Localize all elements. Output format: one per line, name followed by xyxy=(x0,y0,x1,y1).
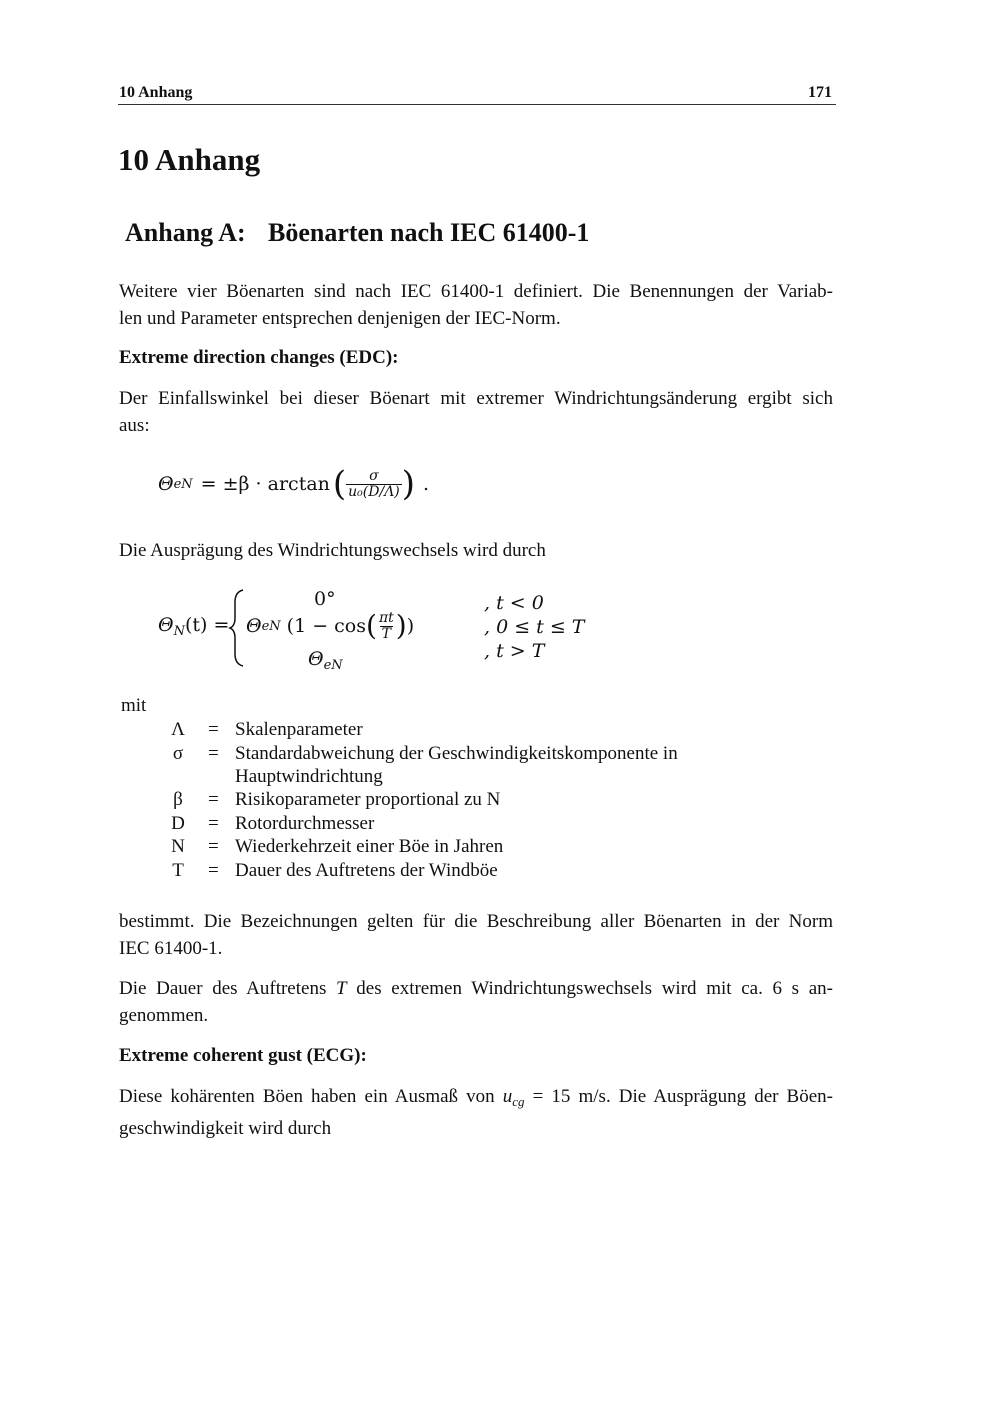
case2-frac-den: T xyxy=(381,625,392,642)
formula-lhs: Θ xyxy=(158,473,174,495)
ecg-line-2: geschwindigkeit wird durch xyxy=(119,1118,332,1139)
ecg-var-u-sub: cg xyxy=(512,1094,525,1109)
ecg-var-u: u xyxy=(502,1086,513,1107)
piecewise-lhs-arg: (t) = xyxy=(184,614,230,636)
duration-line-2: genommen. xyxy=(119,1005,209,1026)
legend-symbol: N xyxy=(171,836,185,857)
case2-inner-right-paren: ) xyxy=(395,609,407,642)
intro-line-1: Weitere vier Böenarten sind nach IEC 61400-1 definiert. Die Benennungen der Variab- xyxy=(119,281,833,302)
formula-frac-den: u₀(D/Λ) xyxy=(348,483,400,500)
after-legend-line-2: IEC 61400-1. xyxy=(119,938,223,959)
legend-description: Rotordurchmesser xyxy=(235,813,375,834)
piecewise-lhs-symbol: Θ xyxy=(158,614,174,636)
piecewise-brace xyxy=(228,588,246,668)
legend-equals: = xyxy=(208,743,219,764)
piecewise-case3-cond: , t > T xyxy=(484,640,545,662)
section-heading: Böenarten nach IEC 61400-1 xyxy=(268,218,590,247)
piecewise-case2-cond: , 0 ≤ t ≤ T xyxy=(484,616,585,638)
duration-var-t: T xyxy=(336,978,347,999)
formula-left-paren: ( xyxy=(332,464,347,504)
edc-text-line-2: aus: xyxy=(119,415,150,436)
formula-frac-num: σ xyxy=(369,467,379,484)
duration-line-1 xyxy=(119,975,833,1002)
legend-description: Wiederkehrzeit einer Böe in Jahren xyxy=(235,836,504,857)
edc-text xyxy=(119,385,833,439)
formula-rhs: = ±β · arctan xyxy=(200,473,330,495)
edc-text-line-1: Der Einfallswinkel bei dieser Böenart mit extremer Windrichtungsänderung ergibt sich xyxy=(119,388,833,409)
case2-theta: Θ xyxy=(246,615,262,637)
legend-symbol: T xyxy=(172,860,184,881)
legend-equals: = xyxy=(208,789,219,810)
ecg-heading: Extreme coherent gust (ECG): xyxy=(119,1045,367,1066)
formula-lhs-sub: eN xyxy=(173,476,193,492)
case2-inner-left-paren: ( xyxy=(366,609,377,642)
case2-fraction xyxy=(377,611,396,641)
case2-theta-sub: eN xyxy=(261,618,281,634)
legend-equals: = xyxy=(208,836,219,857)
ecg-line-1 xyxy=(119,1083,833,1115)
ecg-line-1-post: = 15 m/s. Die Ausprägung der Böen- xyxy=(524,1086,833,1107)
running-header-title: 10 Anhang xyxy=(119,84,193,101)
legend-description: Skalenparameter xyxy=(235,719,363,740)
legend-equals: = xyxy=(208,719,219,740)
legend-description: Hauptwindrichtung xyxy=(235,766,383,787)
formula-tail: . xyxy=(423,473,430,495)
legend-description: Dauer des Auftretens der Windböe xyxy=(235,860,498,881)
piecewise-case3-value xyxy=(308,648,343,673)
case2-frac-num: πt xyxy=(378,609,394,626)
legend-description: Risikoparameter proportional zu N xyxy=(235,789,501,810)
legend-description: Standardabweichung der Geschwindigkeitskomponente in xyxy=(235,743,678,764)
piecewise-lhs-sub: N xyxy=(173,624,185,639)
piecewise-case2-value xyxy=(246,608,414,644)
chapter-title: 10 Anhang xyxy=(118,142,261,177)
edc-heading: Extreme direction changes (EDC): xyxy=(119,347,399,368)
page-number: 171 xyxy=(808,84,832,101)
legend-symbol: D xyxy=(171,813,185,834)
duration-line-1-pre: Die Dauer des Auftretens xyxy=(119,978,337,999)
piecewise-lhs xyxy=(158,614,229,639)
case3-theta: Θ xyxy=(308,648,324,670)
legend-symbol: Λ xyxy=(171,719,185,740)
legend-equals: = xyxy=(208,813,219,834)
formula-fraction xyxy=(346,469,402,499)
after-legend-line-1: bestimmt. Die Bezeichnungen gelten für die Beschreibung aller Böenarten in der Norm xyxy=(119,911,833,932)
legend-symbol: σ xyxy=(172,743,184,764)
section-label: Anhang A: xyxy=(125,218,246,247)
legend-symbol: β xyxy=(173,789,183,810)
piecewise-case1-value: 0° xyxy=(314,588,336,610)
edc-follow-text: Die Ausprägung des Windrichtungswechsels wird durch xyxy=(119,540,546,561)
piecewise-case1-cond: , t < 0 xyxy=(484,592,544,614)
after-legend-paragraph xyxy=(119,908,833,962)
legend-equals: = xyxy=(208,860,219,881)
section-title xyxy=(125,218,589,248)
case2-end-paren: ) xyxy=(406,615,415,637)
intro-line-2: len und Parameter entsprechen denjenigen der IEC-Norm. xyxy=(119,308,561,329)
edc-formula xyxy=(158,462,429,506)
formula-right-paren: ) xyxy=(401,464,416,504)
duration-paragraph xyxy=(119,975,833,1029)
mit-label: mit xyxy=(121,695,147,716)
duration-line-1-post: des extremen Windrichtungswechsels wird mit ca. 6 s an- xyxy=(346,978,833,999)
ecg-line-1-pre: Diese kohärenten Böen haben ein Ausmaß von xyxy=(119,1086,503,1107)
intro-paragraph xyxy=(119,278,833,332)
header-rule xyxy=(118,104,836,105)
case2-cos: (1 − cos xyxy=(286,615,366,637)
ecg-paragraph xyxy=(119,1083,833,1142)
case3-theta-sub: eN xyxy=(323,658,343,673)
